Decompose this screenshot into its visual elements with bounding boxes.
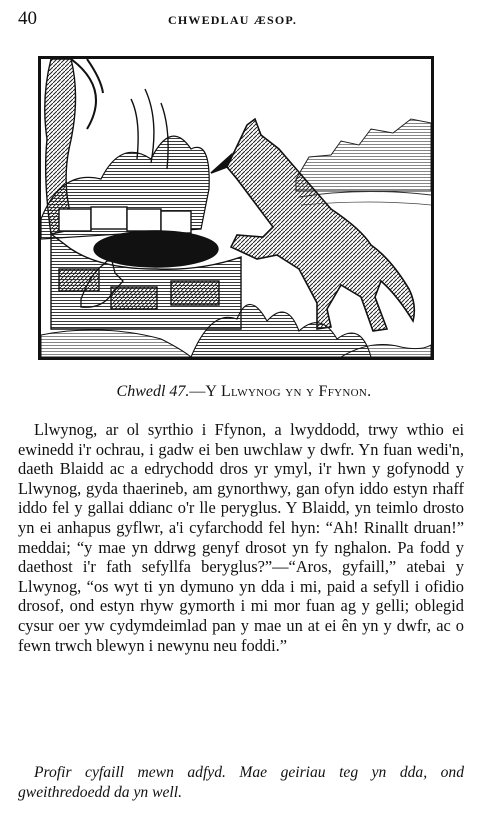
fable-illustration (38, 56, 434, 360)
fable-moral: Profir cyfaill mewn adfyd. Mae geiriau teg yn dda, ond gweithredoedd da yn well. (18, 764, 464, 801)
page-header (18, 8, 470, 32)
fable-caption (0, 383, 488, 401)
caption-title: Y Llwynog yn y Ffynon. (205, 383, 372, 400)
page-number: 40 (18, 8, 37, 29)
caption-dash: — (189, 383, 206, 400)
fable-paragraph: Llwynog, ar ol syrthio i Ffynon, a lwyddodd, trwy wthio ei ewinedd i'r ochrau, i gadw ei ben uwchlaw y dwfr. Yn fuan wedi'n, daeth Blaidd ac a edrychodd dros yr ymyl, i'r hwn y gofynodd y Llwynog, gyda thaerineb, am gynorthwy, gan ofyn iddo estyn rhaff iddo fel y gallai ddianc o'r lle peryglus. Y Blaidd, yn teimlo drosto yn ei anhapus gyflwr, a'i cyfarchodd fel hyn: “Ah! Rinallt druan!” meddai; “y mae yn ddrwg genyf drosot yn fy nghalon. Pa fodd y daethost i'r fath sefyllfa beryglus?”—“Aros, gyfaill,” atebai y Llwynog, “os wyt ti yn dymuno yn dda i mi, paid a sefyll i ofidio drosof, ond estyn rhyw gymorth i mi mor fuan ag y gelli; oblegid cysur oer yw cydymdeimlad pan y mae un at ei ên yn y dwfr, ac o fewn trwch blewyn i newynu neu foddi.” (18, 420, 464, 655)
running-head: CHWEDLAU ÆSOP. (168, 13, 298, 27)
caption-label: Chwedl 47. (116, 383, 190, 400)
fable-body (18, 420, 464, 655)
